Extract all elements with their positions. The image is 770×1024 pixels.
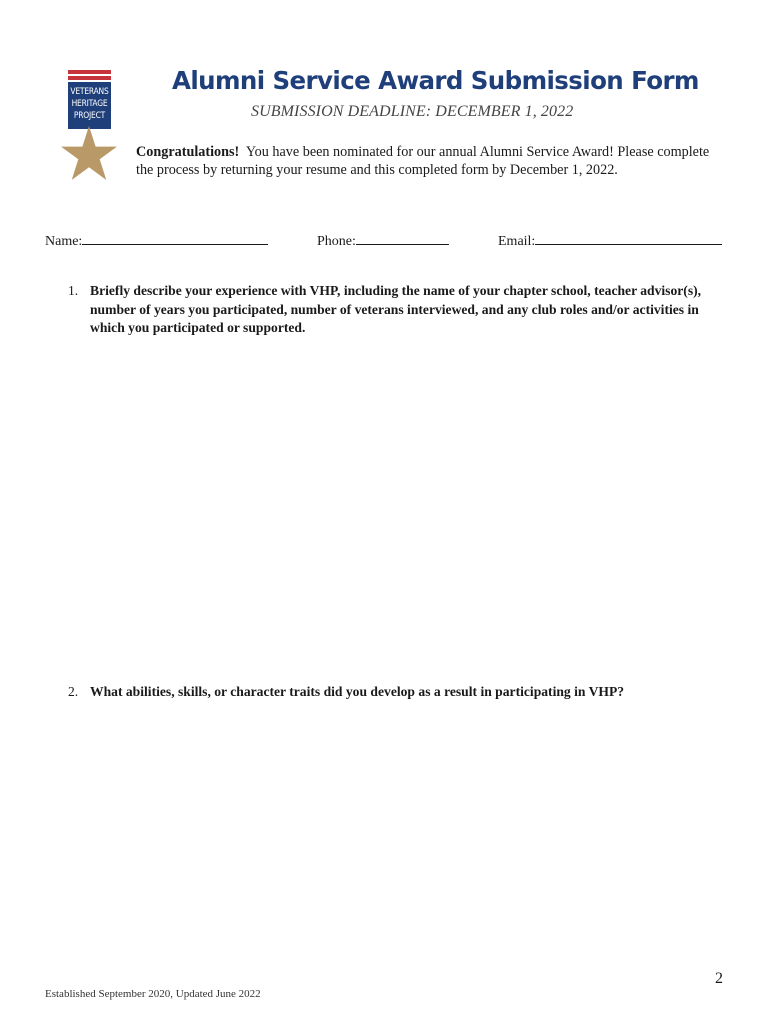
intro-paragraph (136, 143, 726, 179)
question-2 (68, 683, 728, 702)
gold-star-icon (61, 126, 117, 180)
email-label: Email: (498, 234, 536, 249)
page-number: 2 (715, 970, 723, 987)
email-line[interactable] (535, 230, 722, 245)
vhp-logo (68, 70, 111, 129)
footer-established: Established September 2020, Updated June 2022 (45, 988, 261, 1000)
question-number: 1. (68, 283, 79, 298)
email-field[interactable] (498, 230, 722, 250)
question-number: 2. (68, 684, 79, 699)
question-1 (68, 282, 718, 338)
question-text: Briefly describe your experience with VHP, including the name of your chapter school, teacher advisor(s), number of years you participated, number of veterans interviewed, and any club roles and/or activities in which you participated or supported. (90, 283, 702, 335)
name-label: Name: (45, 234, 83, 249)
name-field[interactable] (45, 230, 268, 250)
question-text: What abilities, skills, or character traits did you develop as a result in participating in VHP? (90, 684, 625, 699)
logo-line: VETERANS (70, 86, 109, 96)
page-title: Alumni Service Award Submission Form (172, 66, 699, 95)
submission-deadline: SUBMISSION DEADLINE: DECEMBER 1, 2022 (251, 103, 574, 120)
phone-label: Phone: (317, 234, 356, 249)
logo-line: HERITAGE (71, 98, 108, 108)
phone-field[interactable] (317, 230, 449, 250)
phone-line[interactable] (356, 230, 449, 245)
logo-box (68, 82, 111, 129)
logo-line: PROJECT (73, 110, 106, 120)
intro-bold: Congratulations! (136, 144, 240, 160)
intro-text: You have been nominated for our annual Alumni Service Award! Please complete the process by returning your resume and this completed form by December 1, 2022. (136, 144, 710, 178)
name-line[interactable] (82, 230, 268, 245)
